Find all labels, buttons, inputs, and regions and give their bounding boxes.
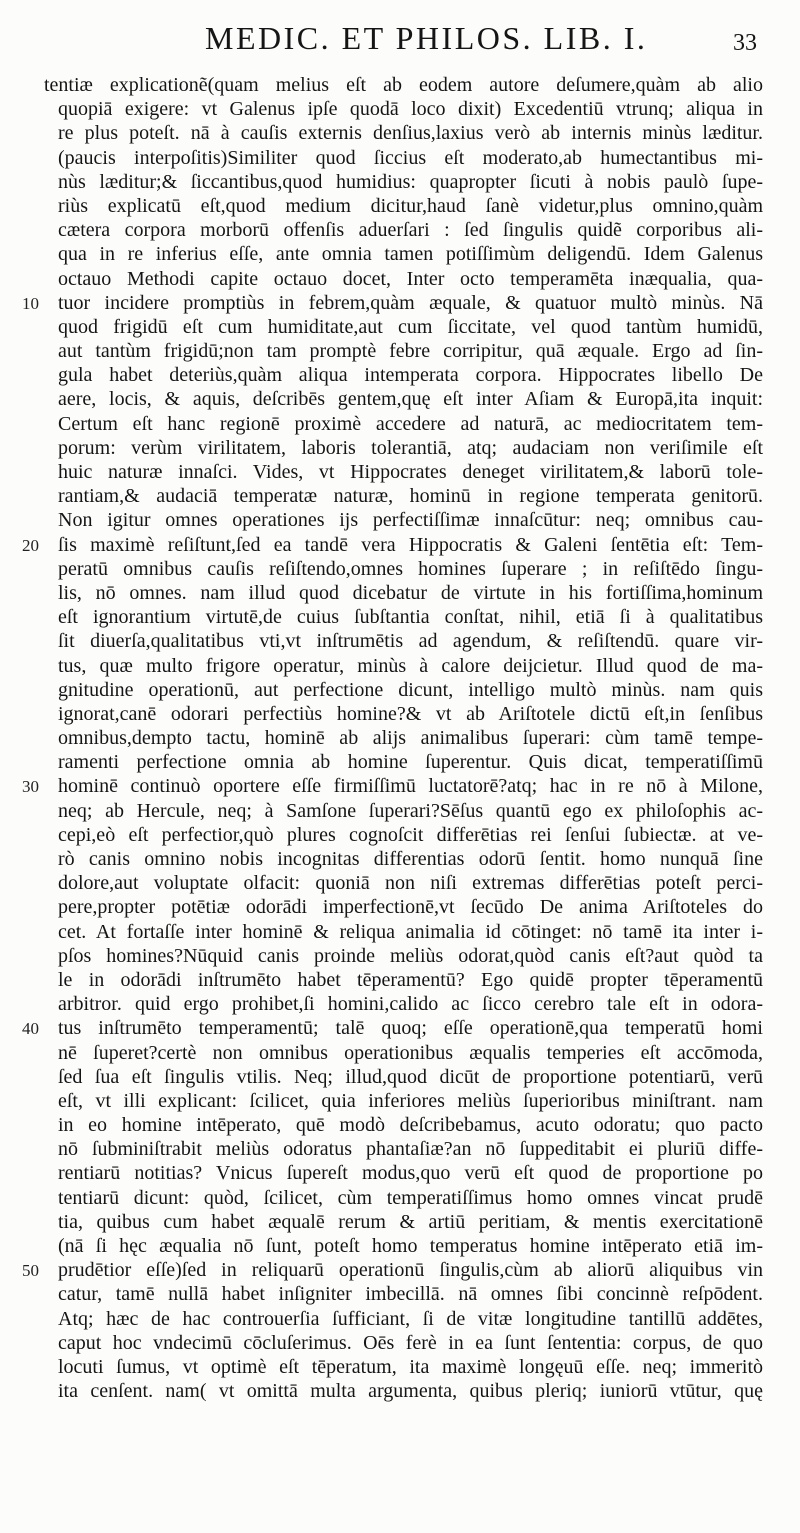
text-line	[0, 1089, 800, 1113]
text-line	[0, 871, 800, 895]
line-text: porum: verùm virilitatem, laboris tolerantiā, atq; audaciam non veriſimile eſt	[58, 436, 763, 459]
text-line	[0, 654, 800, 678]
line-text: tus inſtrumēto temperamentū; talē quoq; eſſe operationē,qua temperatū homi	[58, 1017, 763, 1040]
text-line	[0, 436, 800, 460]
line-text: (paucis interpoſitis)Similiter quod ſiccius eſt moderato,ab humectantibus mi-	[58, 146, 763, 169]
text-line	[0, 1234, 800, 1258]
line-text: qua in re inferius eſſe, ante omnia tamen potiſſimùm deligendū. Idem Galenus	[58, 243, 763, 266]
text-line	[0, 726, 800, 750]
line-text: eſt ignorantium virtutē,de cuius ſubſtantia conſtat, nihil, etiā ſi à qualitatibus	[58, 606, 763, 629]
line-text: pere,propter potētiæ odorādi imperfectionē,vt ſecūdo De anima Ariſtoteles do	[58, 896, 763, 919]
line-text: aut tantùm frigidū;non tam promptè febre corripitur, quā æquale. Ergo ad ſin-	[58, 340, 763, 363]
text-line	[0, 267, 800, 291]
text-line	[0, 73, 800, 97]
text-line	[0, 315, 800, 339]
line-text: re plus poteſt. nā à cauſis externis denſius,laxius verò ab internis minùs læditur.	[58, 122, 763, 145]
line-text: aere, locis, & aquis, deſcribēs gentem,quę eſt inter Aſiam & Europā,ita inquit:	[58, 388, 763, 411]
line-number: 30	[22, 777, 39, 797]
text-line	[0, 920, 800, 944]
line-text: octauo Methodi capite octauo docet, Inter octo temperamēta inæqualia, qua-	[58, 267, 763, 290]
line-text: quopiā exigere: vt Galenus ipſe quodā loco dixit) Excedentiū vtrunq; aliqua in	[58, 98, 763, 121]
text-line	[0, 823, 800, 847]
line-text: riùs explicatū eſt,quod medium dicitur,haud ſanè videtur,plus omnino,quàm	[58, 194, 763, 217]
text-line	[0, 363, 800, 387]
line-text: tia, quibus cum habet æqualē rerum & artiū peritiam, & mentis exercitationē	[58, 1210, 763, 1233]
line-text: hominē continuò oportere eſſe firmiſſimū luctatorē?atq; hac in re nō à Milone,	[58, 775, 763, 798]
text-line	[0, 484, 800, 508]
line-text: neq; ab Hercule, neq; à Samſone ſuperari?Sēſus quantū ego ex philoſophis ac-	[58, 799, 763, 822]
line-text: cepi,eò eſt perfectior,quò plures cognoſcit differētias rei ſenſui ſubiectæ. at ve-	[58, 823, 763, 846]
line-text: ſed ſua eſt ſingulis vtilis. Neq; illud,quod dicūt de proportione potentiarū, verū	[58, 1065, 763, 1088]
text-line	[0, 412, 800, 436]
text-line	[0, 339, 800, 363]
text-line	[0, 750, 800, 774]
line-number: 10	[22, 293, 39, 313]
text-line	[0, 1016, 800, 1040]
line-text: gula habet deteriùs,quàm aliqua intemperata corpora. Hippocrates libello De	[58, 364, 763, 387]
line-number: 20	[22, 535, 39, 555]
text-line	[0, 1282, 800, 1306]
text-line	[0, 1355, 800, 1379]
text-line	[0, 533, 800, 557]
text-line	[0, 557, 800, 581]
text-line	[0, 1379, 800, 1403]
text-line	[0, 702, 800, 726]
text-line	[0, 218, 800, 242]
running-title: MEDIC. ET PHILOS. LIB. I.	[205, 20, 648, 56]
text-line	[0, 774, 800, 798]
line-text: Certum eſt hanc regionē proximè accedere ad naturā, ac mediocritatem tem-	[58, 412, 763, 435]
text-line	[0, 291, 800, 315]
line-text: pſos homines?Nūquid canis proinde meliùs odorat,quòd canis eſt?aut quòd ta	[58, 944, 763, 967]
line-text: lis, nō omnes. nam illud quod dicebatur de virtute in his fortiſſima,hominum	[58, 581, 763, 604]
text-line	[0, 1041, 800, 1065]
text-line	[0, 968, 800, 992]
text-line	[0, 678, 800, 702]
text-line	[0, 170, 800, 194]
text-line	[0, 1065, 800, 1089]
text-line	[0, 460, 800, 484]
line-text: gnitudine operationū, aut perfectione dicunt, intelligo multò minùs. nam quis	[58, 678, 763, 701]
line-text: dolore,aut voluptate olfacit: quoniā non niſi extremas differētias poteſt perci-	[58, 872, 763, 895]
text-line	[0, 1307, 800, 1331]
line-text: rò canis omnino nobis incognitas differentias odorū ſentit. homo nunquā ſine	[58, 848, 763, 870]
line-text: cet. At fortaſſe inter hominē & reliqua animalia id cōtinget: nō tamē ita inter i-	[58, 920, 763, 943]
line-text: omnibus,dempto tactu, hominē ab alijs animalibus ſuperari: cùm tamē tempe-	[58, 727, 763, 750]
line-text: huic naturæ innaſci. Vides, vt Hippocrates deneget virilitatem,& laborū tole-	[58, 461, 763, 483]
line-text: (nā ſi hęc æqualia nō ſunt, poteſt homo temperatus homine intēperato etiā im-	[58, 1235, 763, 1257]
line-text: tentiarū dicunt: quòd, ſcilicet, cùm temperatiſſimus homo omnes vincat prudē	[58, 1186, 763, 1209]
text-line	[0, 895, 800, 919]
text-line	[0, 799, 800, 823]
line-text: tuor incidere promptiùs in febrem,quàm æquale, & quatuor multò minùs. Nā	[58, 291, 763, 314]
text-line	[0, 1137, 800, 1161]
line-text: cætera corpora morborū offenſis aduerſari : ſed ſingulis quidẽ corporibus ali-	[58, 219, 763, 242]
line-text: peratū omnibus cauſis reſiſtendo,omnes homines ſuperare ; in reſiſtēdo ſingu-	[58, 557, 763, 580]
running-head	[0, 14, 800, 58]
text-line	[0, 1258, 800, 1282]
text-line	[0, 194, 800, 218]
text-line	[0, 1113, 800, 1137]
text-line	[0, 1186, 800, 1210]
text-line	[0, 944, 800, 968]
text-line	[0, 146, 800, 170]
line-text: in eo homine intēperato, quē modò deſcribebamus, acuto odoratu; quo pacto	[58, 1114, 763, 1137]
line-number: 40	[22, 1019, 39, 1039]
text-line	[0, 1210, 800, 1234]
text-line	[0, 847, 800, 871]
line-text: ita cenſent. nam( vt omittā multa argumenta, quibus pleriq; iuniorū vtūtur, quę	[58, 1380, 763, 1403]
text-line	[0, 121, 800, 145]
line-text: tus, quæ multo frigore operatur, minùs à calore deijcietur. Illud quod de ma-	[58, 654, 763, 677]
line-number: 50	[22, 1261, 39, 1281]
line-text: eſt, vt illi explicant: ſcilicet, quia inferiores meliùs ſuperioribus miniſtrant. nam	[58, 1089, 763, 1112]
line-text: quod frigidū eſt cum humiditate,aut cum ſiccitate, vel quod tantùm humidū,	[58, 315, 763, 338]
line-text: rantiam,& audaciā temperatæ naturæ, hominū in regione temperata genitorū.	[58, 485, 763, 508]
line-text: Non igitur omnes operationes ijs perfectiſſimæ innaſcūtur: neq; omnibus cau-	[58, 509, 763, 532]
text-line	[0, 387, 800, 411]
line-text: rentiarū notitias? Vnicus ſupereſt modus,quo verū eſt quod de proportione po	[58, 1162, 763, 1185]
line-text: arbitror. quid ergo prohibet,ſi homini,calido ac ſicco cerebro tale eſt in odora-	[58, 993, 763, 1016]
text-line	[0, 581, 800, 605]
text-line	[0, 629, 800, 653]
text-line	[0, 1161, 800, 1185]
text-line	[0, 605, 800, 629]
line-text: ignorat,canē odorari perfectiùs homine?& vt ab Ariſtotele dictū eſt,in ſenſibus	[58, 702, 763, 725]
line-text: prudētior eſſe)ſed in reliquarū operationū ſingulis,cùm ab aliorū aliquibus vin	[58, 1259, 763, 1282]
line-text: ſis maximè reſiſtunt,ſed ea tandē vera Hippocratis & Galeni ſentētia eſt: Tem-	[58, 533, 763, 556]
line-text: nō ſubminiſtrabit meliùs odoratus phantaſiæ?an nō ſuppeditabit ei pluriū diffe-	[58, 1138, 763, 1161]
line-text: catur, tamē nullā habet inſigniter imbecillā. nā omnes ſibi concinnè reſpōdent.	[58, 1283, 763, 1306]
text-line	[0, 242, 800, 266]
line-text: caput hoc vndecimū cōcluſerimus. Oēs ferè in ea ſunt ſententia: corpus, de quo	[58, 1331, 763, 1354]
line-text: nē ſuperet?certè non omnibus operationibus æqualis temperies eſt accōmoda,	[58, 1041, 763, 1064]
body-text	[0, 73, 800, 1403]
text-line	[0, 1331, 800, 1355]
line-text: Atq; hæc de hac controuerſia ſufficiant, ſi de vitæ longitudine tantillū addētes,	[58, 1307, 763, 1330]
text-line	[0, 992, 800, 1016]
line-text: nùs læditur;& ſiccantibus,quod humidius: quapropter ſicuti à nobis paulò ſupe-	[58, 170, 763, 193]
line-text: ramenti perfectione omnia ab homine ſuperentur. Quis dicat, temperatiſſimū	[58, 751, 763, 774]
line-text: ſit diuerſa,qualitatibus vti,vt inſtrumētis ad agendum, & reſiſtendū. quare vir-	[58, 630, 763, 653]
text-line	[0, 97, 800, 121]
page-number: 33	[733, 30, 757, 56]
line-text: locuti ſumus, vt optimè eſt tēperatum, ita maximè longęuū eſſe. neq; immeritò	[58, 1355, 763, 1378]
text-line	[0, 508, 800, 532]
line-text: le in odorādi inſtrumēto habet tēperamentū? Ego quidē propter tēperamentū	[58, 968, 763, 991]
line-text: tentiæ explicationẽ(quam melius eſt ab eodem autore deſumere,quàm ab alio	[44, 74, 763, 96]
